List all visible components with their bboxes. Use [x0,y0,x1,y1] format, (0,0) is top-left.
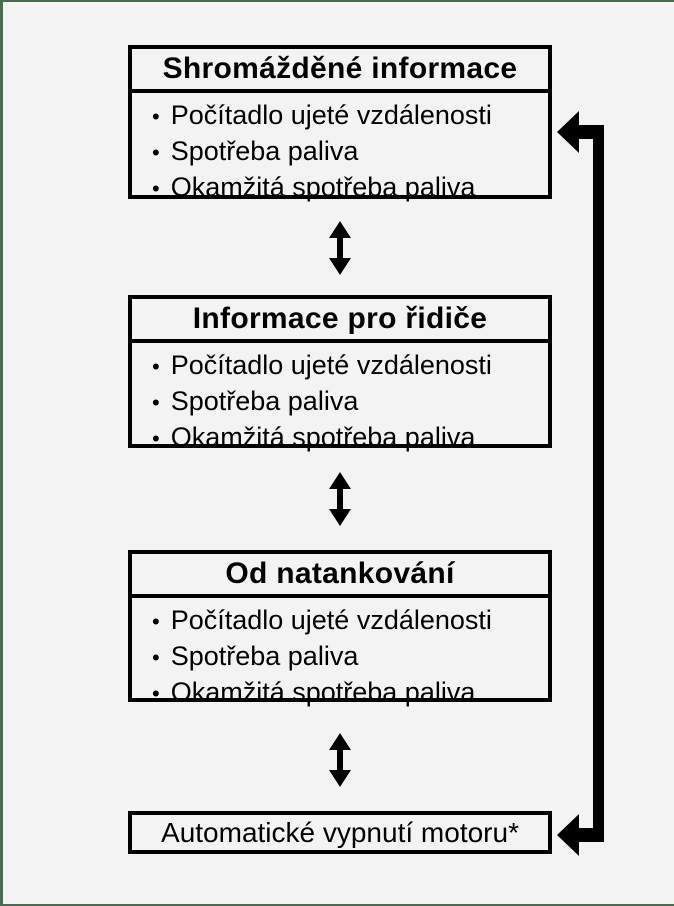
bullet-icon: • [152,609,160,634]
box-body [132,93,548,206]
up-down-arrow-icon [329,472,351,526]
list-item-label: Počítadlo ujeté vzdálenosti [170,605,492,635]
box-title: Od natankování [132,554,548,598]
bullet-icon: • [152,176,160,201]
box-title: Shromážděné informace [132,49,548,93]
list-item [152,170,548,206]
bullet-icon: • [152,354,160,379]
up-down-arrow-icon [329,221,351,275]
bullet-icon: • [152,104,160,129]
info-box-automatic-engine-shutdown [128,811,552,854]
list-item [152,98,548,134]
list-item-label: Počítadlo ujeté vzdálenosti [170,100,492,130]
list-item-label: Spotřeba paliva [170,386,359,416]
bullet-icon: • [152,390,160,415]
list-item [152,420,548,456]
info-box-collected-information [128,45,552,202]
info-box-driver-information [128,295,552,452]
list-item-label: Počítadlo ujeté vzdálenosti [170,350,492,380]
bullet-icon: • [152,426,160,451]
bullet-icon: • [152,681,160,706]
box-title: Informace pro řidiče [132,299,548,343]
list-item [152,384,548,420]
list-item [152,639,548,675]
list-item [152,348,548,384]
list-item-label: Okamžitá spotřeba paliva [170,422,476,452]
list-item [152,603,548,639]
list-item [152,134,548,170]
up-down-arrow-icon [329,733,351,787]
list-item-label: Spotřeba paliva [170,641,359,671]
box-title: Automatické vypnutí motoru* [161,817,519,848]
bullet-icon: • [152,645,160,670]
list-item-label: Okamžitá spotřeba paliva [170,677,476,707]
bullet-icon: • [152,140,160,165]
box-body [132,598,548,711]
list-item-label: Okamžitá spotřeba paliva [170,172,476,202]
feedback-loop-arrow-icon [551,102,615,866]
box-body [132,343,548,456]
list-item [152,675,548,711]
info-box-since-refuelling [128,550,552,707]
list-item-label: Spotřeba paliva [170,136,359,166]
